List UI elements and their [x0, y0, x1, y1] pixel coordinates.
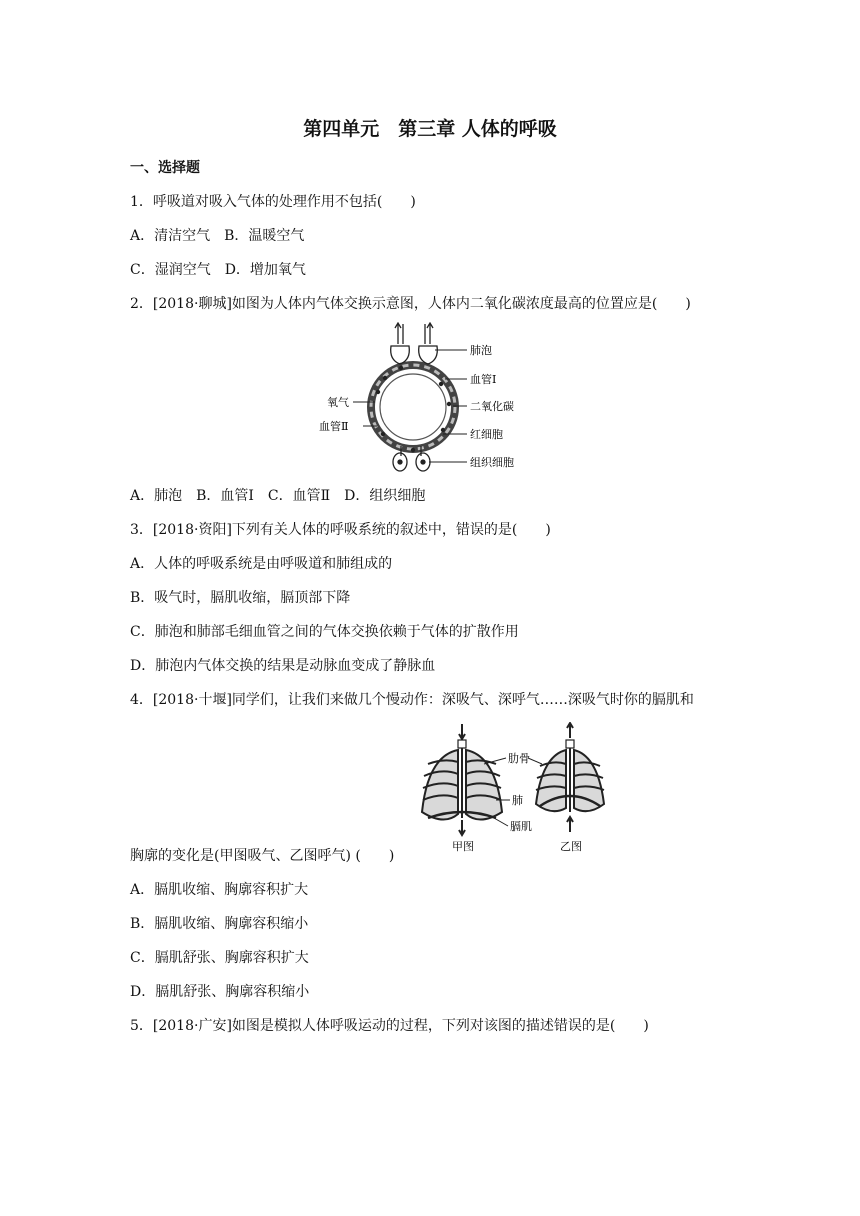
question-4-option-c: C．膈肌舒张、胸廓容积扩大 [130, 950, 309, 966]
question-2-options: A．肺泡 B．血管Ⅰ C．血管Ⅱ D．组织细胞 [130, 488, 426, 504]
label-vessel-1: 血管Ⅰ [470, 373, 497, 386]
question-4-stem: 4．[2018·十堰]同学们，让我们来做几个慢动作：深吸气、深呼气……深吸气时你的膈肌和 [130, 692, 694, 708]
alveolus-shape [391, 323, 438, 364]
label-figure-b: 乙图 [560, 840, 582, 853]
ribcage-inhale-shape [422, 724, 502, 835]
question-3-option-b: B．吸气时，膈肌收缩，膈顶部下降 [130, 590, 351, 606]
question-4-stem-continued: 胸廓的变化是(甲图吸气、乙图呼气) ( ) [130, 848, 395, 864]
label-rib: 肋骨 [508, 752, 530, 765]
question-2-stem: 2．[2018·聊城]如图为人体内气体交换示意图，人体内二氧化碳浓度最高的位置应是( ) [130, 296, 691, 312]
question-1-stem: 1．呼吸道对吸入气体的处理作用不包括( ) [130, 194, 416, 210]
breathing-ribcage-diagram [414, 722, 614, 857]
label-oxygen: 氧气 [327, 396, 349, 409]
ribcage-exhale-shape [536, 723, 604, 832]
section-heading: 一、选择题 [130, 160, 200, 176]
label-alveolus: 肺泡 [470, 344, 492, 357]
question-5-stem: 5．[2018·广安]如图是模拟人体呼吸运动的过程，下列对该图的描述错误的是( ) [130, 1018, 649, 1034]
label-figure-a: 甲图 [452, 840, 474, 853]
question-3-stem: 3．[2018·资阳]下列有关人体的呼吸系统的叙述中，错误的是( ) [130, 522, 551, 538]
question-4-option-d: D．膈肌舒张、胸廓容积缩小 [130, 984, 310, 1000]
question-3-option-d: D．肺泡内气体交换的结果是动脉血变成了静脉血 [130, 658, 436, 674]
question-1-options-ab: A．清洁空气 B．温暖空气 [130, 228, 305, 244]
gas-exchange-diagram [315, 322, 540, 474]
question-4-option-b: B．膈肌收缩、胸廓容积缩小 [130, 916, 309, 932]
label-vessel-2: 血管Ⅱ [319, 420, 349, 433]
question-3-option-c: C．肺泡和肺部毛细血管之间的气体交换依赖于气体的扩散作用 [130, 624, 519, 640]
label-lung: 肺 [512, 794, 523, 807]
label-diaphragm: 膈肌 [510, 820, 532, 833]
question-1-options-cd: C．湿润空气 D．增加氧气 [130, 262, 306, 278]
label-co2: 二氧化碳 [470, 400, 514, 413]
page-title: 第四单元 第三章 人体的呼吸 [303, 118, 557, 140]
question-3-option-a: A．人体的呼吸系统是由呼吸道和肺组成的 [130, 556, 393, 572]
question-4-option-a: A．膈肌收缩、胸廓容积扩大 [130, 882, 309, 898]
label-tissue-cell: 组织细胞 [470, 456, 514, 469]
label-rbc: 红细胞 [470, 428, 503, 441]
